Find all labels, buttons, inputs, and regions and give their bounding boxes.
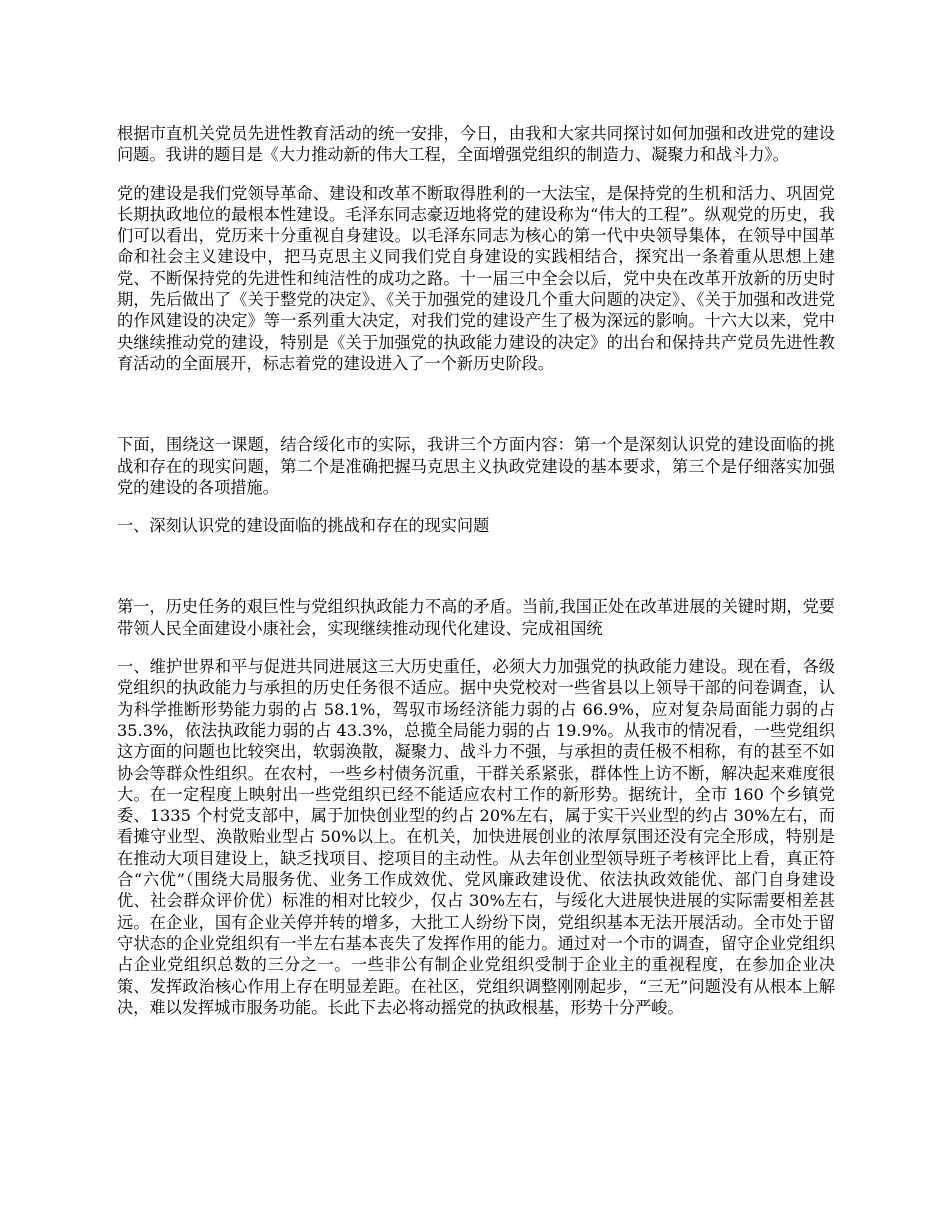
paragraph-intro: 根据市直机关党员先进性教育活动的统一安排，今日，由我和大家共同探讨如何加强和改进党的建设问题。我讲的题目是《大力推动新的伟大工程，全面增强党组织的制造力、凝聚力和战斗力》。 — [117, 124, 835, 165]
paragraph-first-point: 第一，历史任务的艰巨性与党组织执政能力不高的矛盾。当前,我国正处在改革进展的关键时期，党要带领人民全面建设小康社会，实现继续推动现代化建设、完成祖国统 — [117, 597, 835, 638]
paragraph-details: 一、维护世界和平与促进共同进展这三大历史重任，必须大力加强党的执政能力建设。现在看，各级党组织的执政能力与承担的历史任务很不适应。据中央党校对一些省县以上领导干部的问卷调查，认为科学推断形势能力弱的占 58.1%，驾驭市场经济能力弱的占 66.9%，应对复杂局面能力弱的占 35.3%，依法执政能力弱的占 43.3%，总揽全局能力弱的占 19.9%。从我市的情况看，一些党组织这方面的问题也比较突出，软弱涣散，凝聚力、战斗力不强，与承担的责任极不相称，有的甚至不如协会等群众性组织。在农村，一些乡村债务沉重，干群关系紧张，群体性上访不断，解决起来难度很大。在一定程度上映射出一些党组织已经不能适应农村工作的新形势。据统计，全市 160 个乡镇党委、1335 个村党支部中，属于加快创业型的约占 20%左右，属于实干兴业型的约占 30%左右，而看摊守业型、涣散贻业型占 50%以上。在机关，加快进展创业的浓厚氛围还没有完全形成，特别是在推动大项目建设上，缺乏找项目、挖项目的主动性。从去年创业型领导班子考核评比上看，真正符合“六优”（围绕大局服务优、业务工作成效优、党风廉政建设优、依法执政效能优、部门自身建设优、社会群众评价优）标准的相对比较少，仅占 30%左右，与绥化大进展快进展的实际需要相差甚远。在企业，国有企业关停并转的增多，大批工人纷纷下岗，党组织基本无法开展活动。全市处于留守状态的企业党组织有一半左右基本丧失了发挥作用的能力。通过对一个市的调查，留守企业党组织占企业党组织总数的三分之一。一些非公有制企业党组织受制于企业主的重视程度，在参加企业决策、发挥政治核心作用上存在明显差距。在社区，党组织调整刚刚起步，“三无”问题没有从根本上解决，难以发挥城市服务功能。长此下去必将动摇党的执政根基，形势十分严峻。 — [117, 657, 835, 1017]
paragraph-outline: 下面，围绕这一课题，结合绥化市的实际，我讲三个方面内容：第一个是深刻认识党的建设面临的挑战和存在的现实问题，第二个是准确把握马克思主义执政党建设的基本要求，第三个是仔细落实加强党的建设的各项措施。 — [117, 435, 835, 497]
section-heading: 一、深刻认识党的建设面临的挑战和存在的现实问题 — [117, 516, 490, 536]
document-body — [117, 123, 835, 1018]
paragraph-party-building: 党的建设是我们党领导革命、建设和改革不断取得胜利的一大法宝，是保持党的生机和活力、巩固党长期执政地位的最根本性建设。毛泽东同志豪迈地将党的建设称为“伟大的工程”。纵观党的历史，我们可以看出，党历来十分重视自身建设。以毛泽东同志为核心的第一代中央领导集体，在领导中国革命和社会主义建设中，把马克思主义同我们党自身建设的实践相结合，探究出一条着重从思想上建党、不断保持党的先进性和纯洁性的成功之路。十一届三中全会以后，党中央在改革开放新的历史时期，先后做出了《关于整党的决定》、《关于加强党的建设几个重大问题的决定》、《关于加强和改进党的作风建设的决定》等一系列重大决定，对我们党的建设产生了极为深远的影响。十六大以来，党中央继续推动党的建设，特别是《关于加强党的执政能力建设的决定》的出台和保持共产党员先进性教育活动的全面展开，标志着党的建设进入了一个新历史阶段。 — [117, 183, 835, 373]
